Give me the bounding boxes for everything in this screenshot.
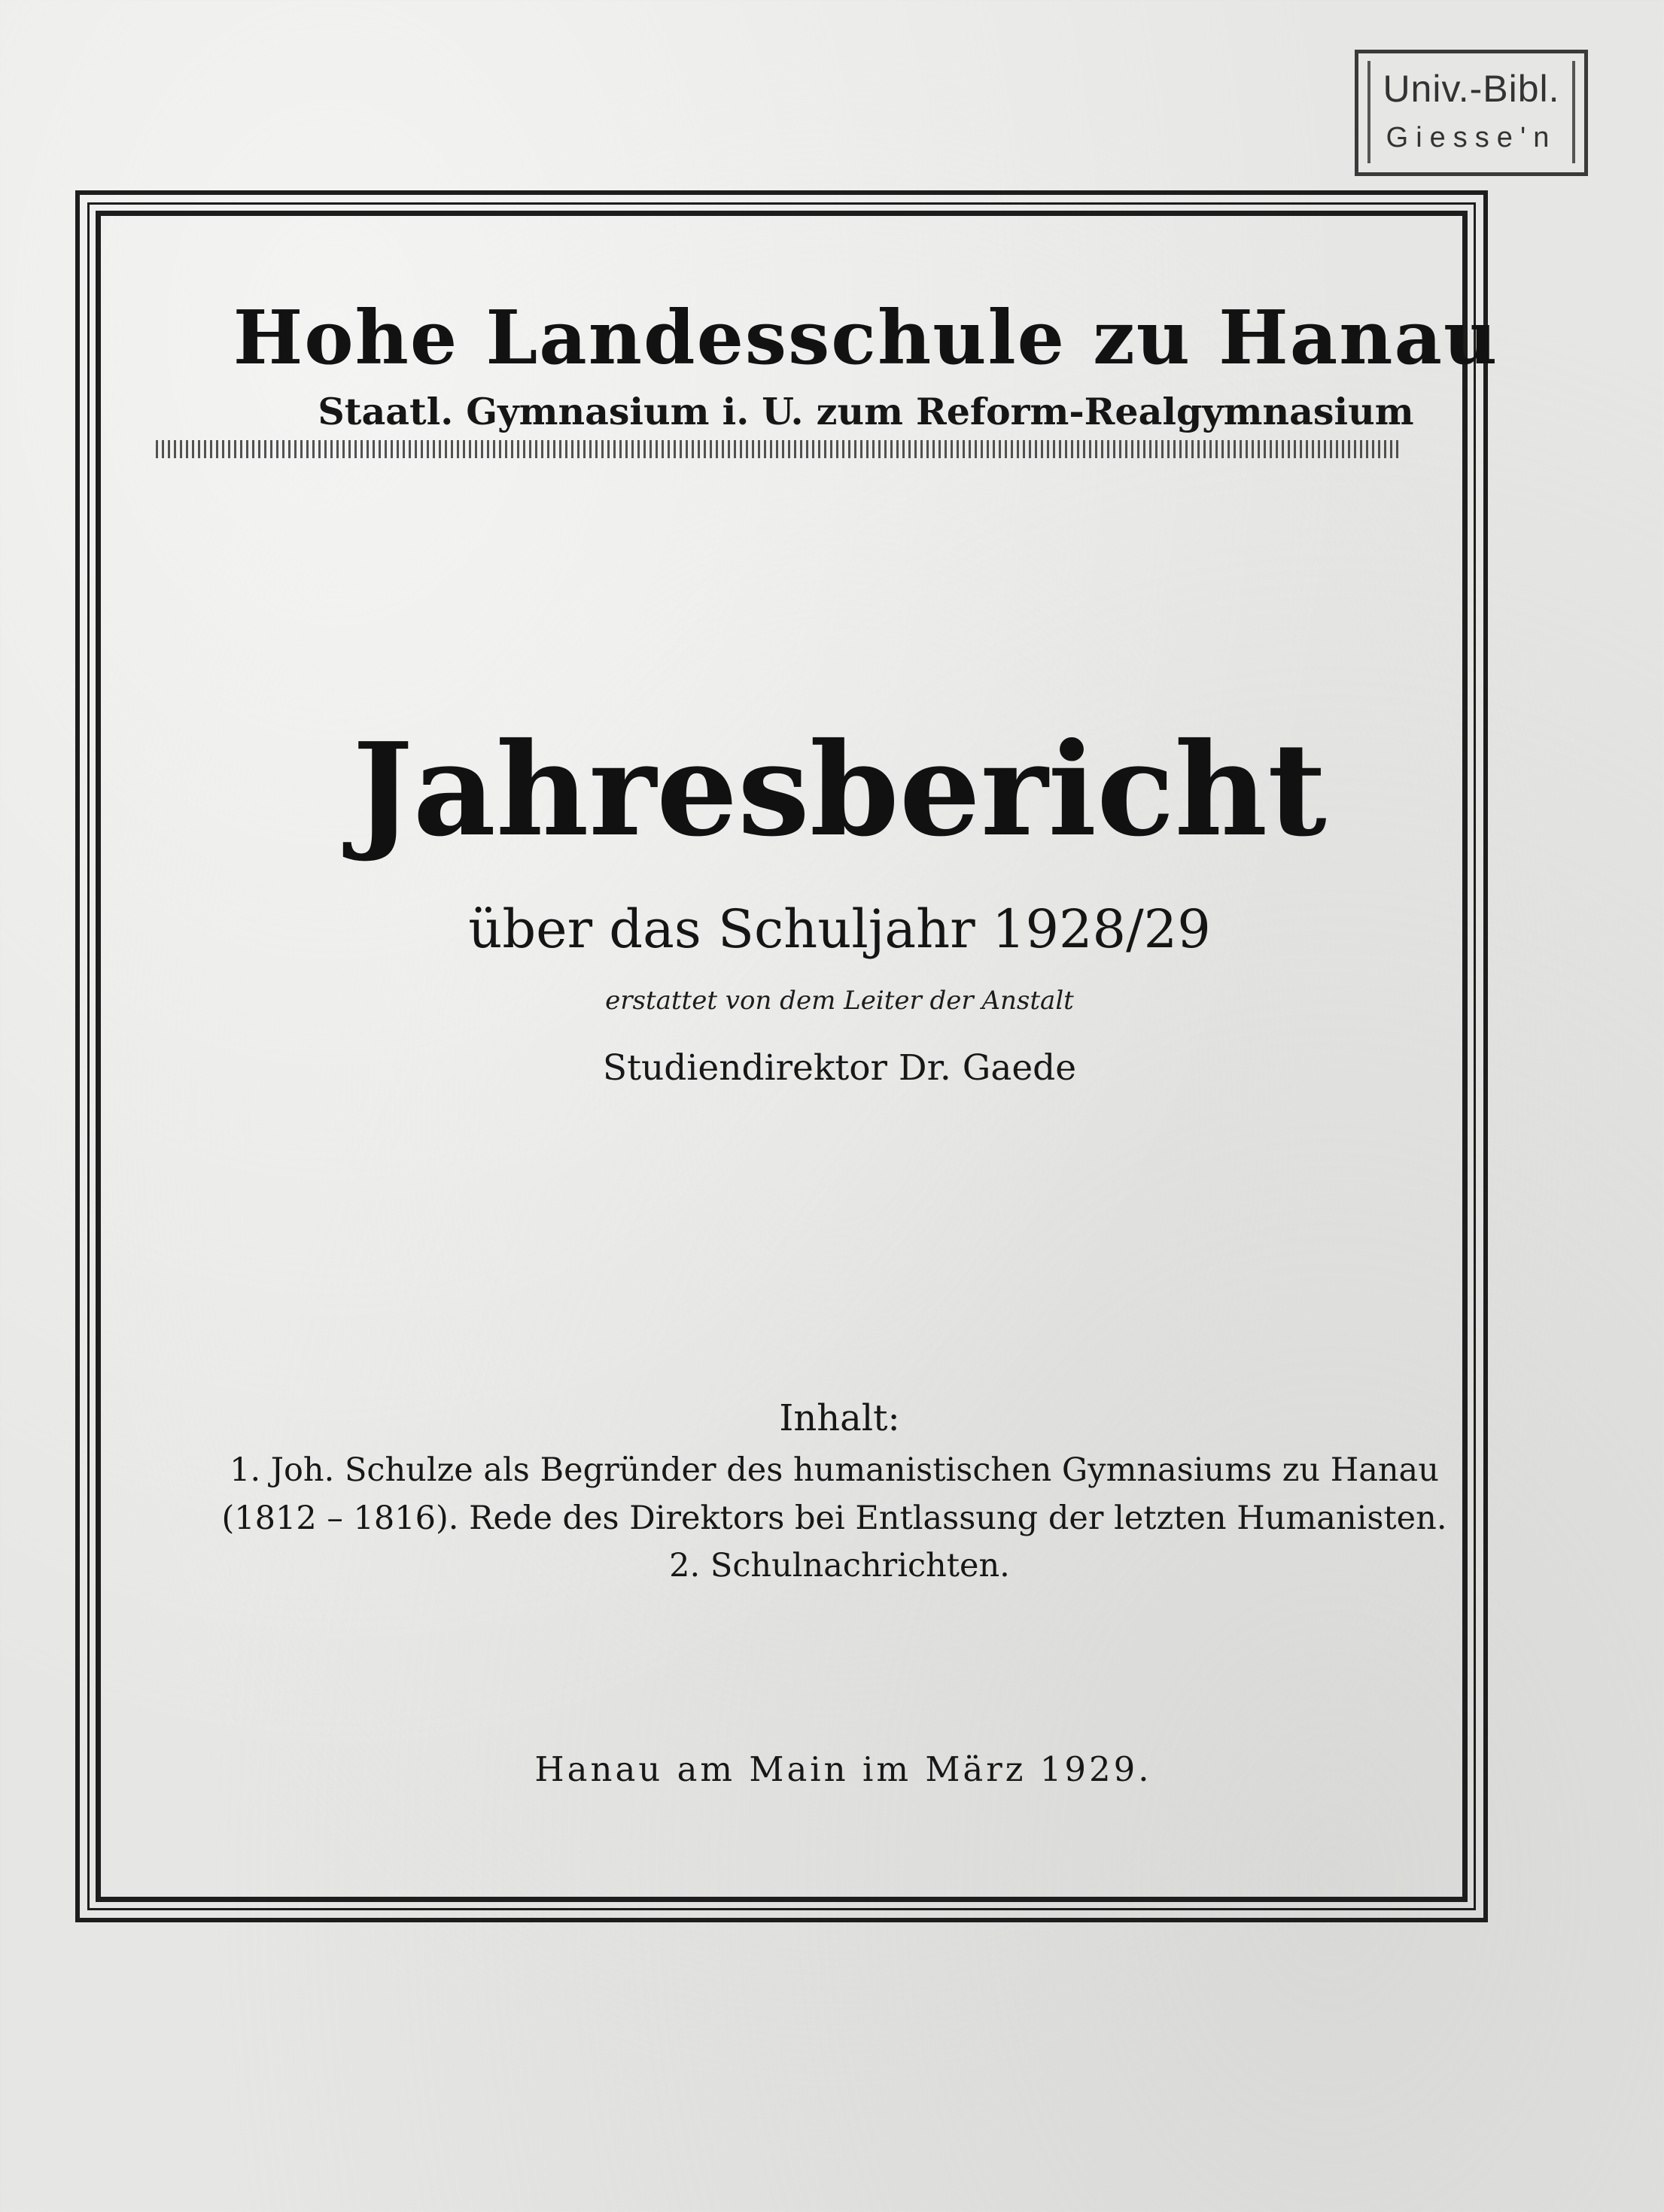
decorative-hatched-rule bbox=[156, 440, 1401, 458]
imprint-place-date: Hanau am Main im März 1929. bbox=[534, 1749, 1152, 1789]
library-stamp bbox=[1355, 50, 1588, 176]
reported-by-line: erstattet von dem Leiter der Anstalt bbox=[605, 986, 1074, 1016]
library-stamp-line-2: Giesse'n bbox=[1386, 122, 1557, 153]
contents-item-1-continued: (1812 – 1816). Rede des Direktors bei Entlassung der letzten Humanisten. bbox=[221, 1499, 1447, 1537]
report-title: Jahresbericht bbox=[352, 715, 1327, 865]
school-year-line: über das Schuljahr 1928/29 bbox=[468, 898, 1211, 960]
director-name: Studiendirektor Dr. Gaede bbox=[602, 1047, 1077, 1089]
school-subtitle: Staatl. Gymnasium i. U. zum Reform-Realgymnasium bbox=[318, 390, 1414, 433]
school-title: Hohe Landesschule zu Hanau bbox=[233, 295, 1499, 381]
contents-item-2: 2. Schulnachrichten. bbox=[669, 1547, 1010, 1585]
contents-item-1: 1. Joh. Schulze als Begründer des humanistischen Gymnasiums zu Hanau bbox=[230, 1451, 1439, 1489]
contents-heading: Inhalt: bbox=[779, 1397, 900, 1439]
library-stamp-line-1: Univ.-Bibl. bbox=[1383, 68, 1560, 110]
